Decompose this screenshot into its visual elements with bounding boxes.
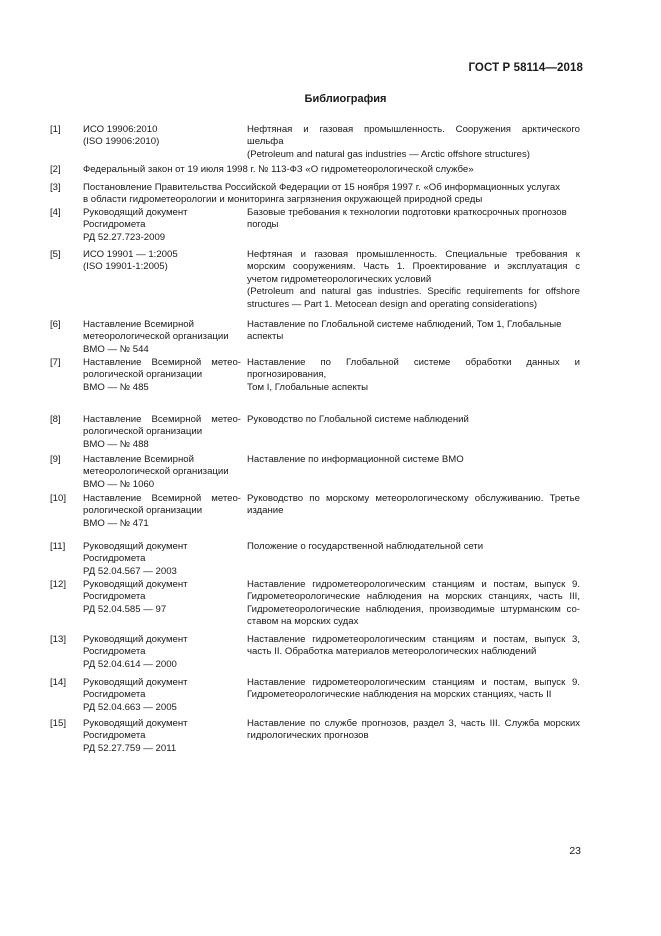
src-line: РД 52.04.614 — 2000 [83, 658, 177, 670]
src-line: Руководящий документ [83, 207, 188, 218]
entry-description [247, 454, 580, 466]
entry-source [83, 124, 241, 149]
desc-line: Наставление по службе прогнозов, раздел 3, часть III. Служба морских [247, 718, 580, 729]
src-line: Руководящий документ [83, 634, 188, 645]
entry-source [83, 414, 241, 451]
desc-line: Том I, Глобальные аспекты [247, 381, 369, 393]
desc-line: прогнозирования, [247, 369, 327, 381]
entry-number: [2] [50, 164, 61, 175]
src-line: РД 52.27.723-2009 [83, 231, 166, 243]
src-line: Руководящий документ [83, 677, 188, 688]
standard-code: ГОСТ Р 58114—2018 [468, 62, 583, 74]
entry-number: [1] [50, 124, 61, 135]
entry-number: [5] [50, 249, 61, 260]
src-line: Наставление Всемирной [83, 454, 194, 465]
src-line: Наставление Всемирной метео- [83, 357, 241, 368]
desc-line: Гидрометеорологические наблюдения на морских станциях, часть III, [247, 591, 580, 603]
entry-number: [15] [50, 718, 67, 729]
entry-source [83, 207, 241, 244]
entry-description [247, 414, 580, 426]
full-line: Постановление Правительства Российской Федерации от 15 ноября 1997 г. «Об информационных услугах [83, 182, 560, 193]
desc-line: Наставление гидрометеорологическим станциям и постам, выпуск 9. [247, 579, 580, 590]
entry-text [83, 182, 580, 207]
entry-description [247, 124, 580, 161]
src-line: метеорологической организации [83, 331, 229, 343]
entry-description [247, 541, 580, 553]
desc-line: часть II. Обработка материалов метеорологических наблюдений [247, 646, 537, 658]
desc-line: Руководство по Глобальной системе наблюдений [247, 414, 469, 425]
entry-description [247, 249, 580, 311]
desc-line: Нефтяная и газовая промышленность. Сооружения арктического [247, 124, 580, 135]
desc-line: ставом на морских судах [247, 616, 359, 628]
entry-description [247, 718, 580, 743]
desc-line: аспекты [247, 331, 284, 343]
entry-description [247, 357, 580, 394]
entry-description [247, 319, 580, 344]
src-line: метеорологической организации [83, 466, 229, 478]
entry-source [83, 718, 241, 755]
full-line: в области гидрометеорологии и мониторинга загрязнения окружающей природной среды [83, 194, 483, 206]
entry-description [247, 579, 580, 629]
src-line: Наставление Всемирной метео- [83, 493, 241, 504]
src-line: ВМО — № 485 [83, 381, 149, 393]
entry-source [83, 357, 241, 394]
page-number: 23 [569, 845, 581, 857]
src-line: ИСО 19901 — 1:2005 [83, 249, 178, 260]
src-line: РД 52.27.759 — 2011 [83, 742, 177, 754]
entry-number: [11] [50, 541, 66, 552]
desc-line: (Petroleum and natural gas industries — Arctic offshore structures) [247, 148, 530, 160]
entry-source [83, 493, 241, 530]
desc-line: Руководство по морскому метеорологическому обслуживанию. Третье [247, 493, 580, 504]
desc-line: structures — Part 1. Metocean design and operating considerations) [247, 298, 538, 310]
src-line: Руководящий документ [83, 579, 188, 590]
entry-source [83, 319, 241, 356]
full-line: Федеральный закон от 19 июля 1998 г. № 113-ФЗ «О гидрометеорологической службе» [83, 164, 474, 175]
desc-line: издание [247, 505, 284, 517]
desc-line: Наставление гидрометеорологическим станциям и постам, выпуск 3, [247, 634, 580, 645]
entry-number: [4] [50, 207, 61, 218]
desc-line: Гидрометеорологические наблюдения на морских станциях, часть II [247, 689, 552, 701]
src-line: РД 52.04.567 — 2003 [83, 565, 177, 577]
src-line: ВМО — № 488 [83, 438, 149, 450]
entry-description [247, 207, 580, 232]
section-title: Библиография [304, 93, 387, 105]
src-line: Наставление Всемирной [83, 319, 194, 330]
desc-line: Наставление по Глобальной системе наблюдений, Том 1, Глобальные [247, 319, 562, 330]
entry-source [83, 579, 241, 616]
entry-number: [12] [50, 579, 67, 590]
desc-line: морским сооружениям. Часть 1. Проектирование и эксплуатация с [247, 261, 580, 273]
src-line: Руководящий документ [83, 718, 188, 729]
src-line: ВМО — № 544 [83, 343, 149, 355]
entry-number: [8] [50, 414, 61, 425]
src-line: Росгидромета [83, 730, 146, 742]
entry-number: [10] [50, 493, 67, 504]
desc-line: Наставление по информационной системе ВМО [247, 454, 464, 465]
desc-line: (Petroleum and natural gas industries. Specific requirements for offshore [247, 286, 580, 298]
entry-source [83, 454, 241, 491]
src-line: Росгидромета [83, 646, 146, 658]
desc-line: учетом гидрометеорологических условий [247, 273, 432, 285]
entry-source [83, 634, 241, 671]
desc-line: шельфа [247, 136, 284, 148]
src-line: Наставление Всемирной метео- [83, 414, 241, 425]
entry-source [83, 541, 241, 578]
entry-description [247, 677, 580, 702]
desc-line: Базовые требования к технологии подготовки краткосрочных прогнозов [247, 207, 567, 218]
desc-line: Положение о государственной наблюдательной сети [247, 541, 484, 552]
desc-line: погоды [247, 219, 279, 231]
src-line: рологической организации [83, 369, 203, 381]
desc-line: Нефтяная и газовая промышленность. Специальные требования к [247, 249, 580, 260]
entry-number: [14] [50, 677, 67, 688]
src-line: рологической организации [83, 505, 203, 517]
desc-line: Наставление по Глобальной системе обработки данных и [247, 357, 580, 368]
desc-line: гидрологических прогнозов [247, 730, 369, 742]
src-line: РД 52.04.585 — 97 [83, 603, 167, 615]
entry-number: [3] [50, 182, 61, 193]
src-line: (ISO 19901-1:2005) [83, 261, 168, 273]
entry-number: [13] [50, 634, 67, 645]
entry-number: [7] [50, 357, 61, 368]
entry-number: [9] [50, 454, 61, 465]
entry-text [83, 164, 580, 176]
src-line: Росгидромета [83, 591, 146, 603]
src-line: ИСО 19906:2010 [83, 124, 158, 135]
src-line: ВМО — № 1060 [83, 478, 155, 490]
src-line: РД 52.04.663 — 2005 [83, 701, 177, 713]
src-line: Росгидромета [83, 689, 146, 701]
src-line: рологической организации [83, 426, 203, 438]
entry-source [83, 677, 241, 714]
src-line: Росгидромета [83, 219, 146, 231]
entry-description [247, 634, 580, 659]
desc-line: Наставление гидрометеорологическим станциям и постам, выпуск 9. [247, 677, 580, 688]
entry-number: [6] [50, 319, 61, 330]
desc-line: Гидрометеорологические наблюдения, производимые штурманским со- [247, 603, 580, 615]
entry-description [247, 493, 580, 518]
src-line: (ISO 19906:2010) [83, 136, 160, 148]
entry-source [83, 249, 241, 274]
src-line: ВМО — № 471 [83, 517, 149, 529]
src-line: Руководящий документ [83, 541, 188, 552]
src-line: Росгидромета [83, 553, 146, 565]
